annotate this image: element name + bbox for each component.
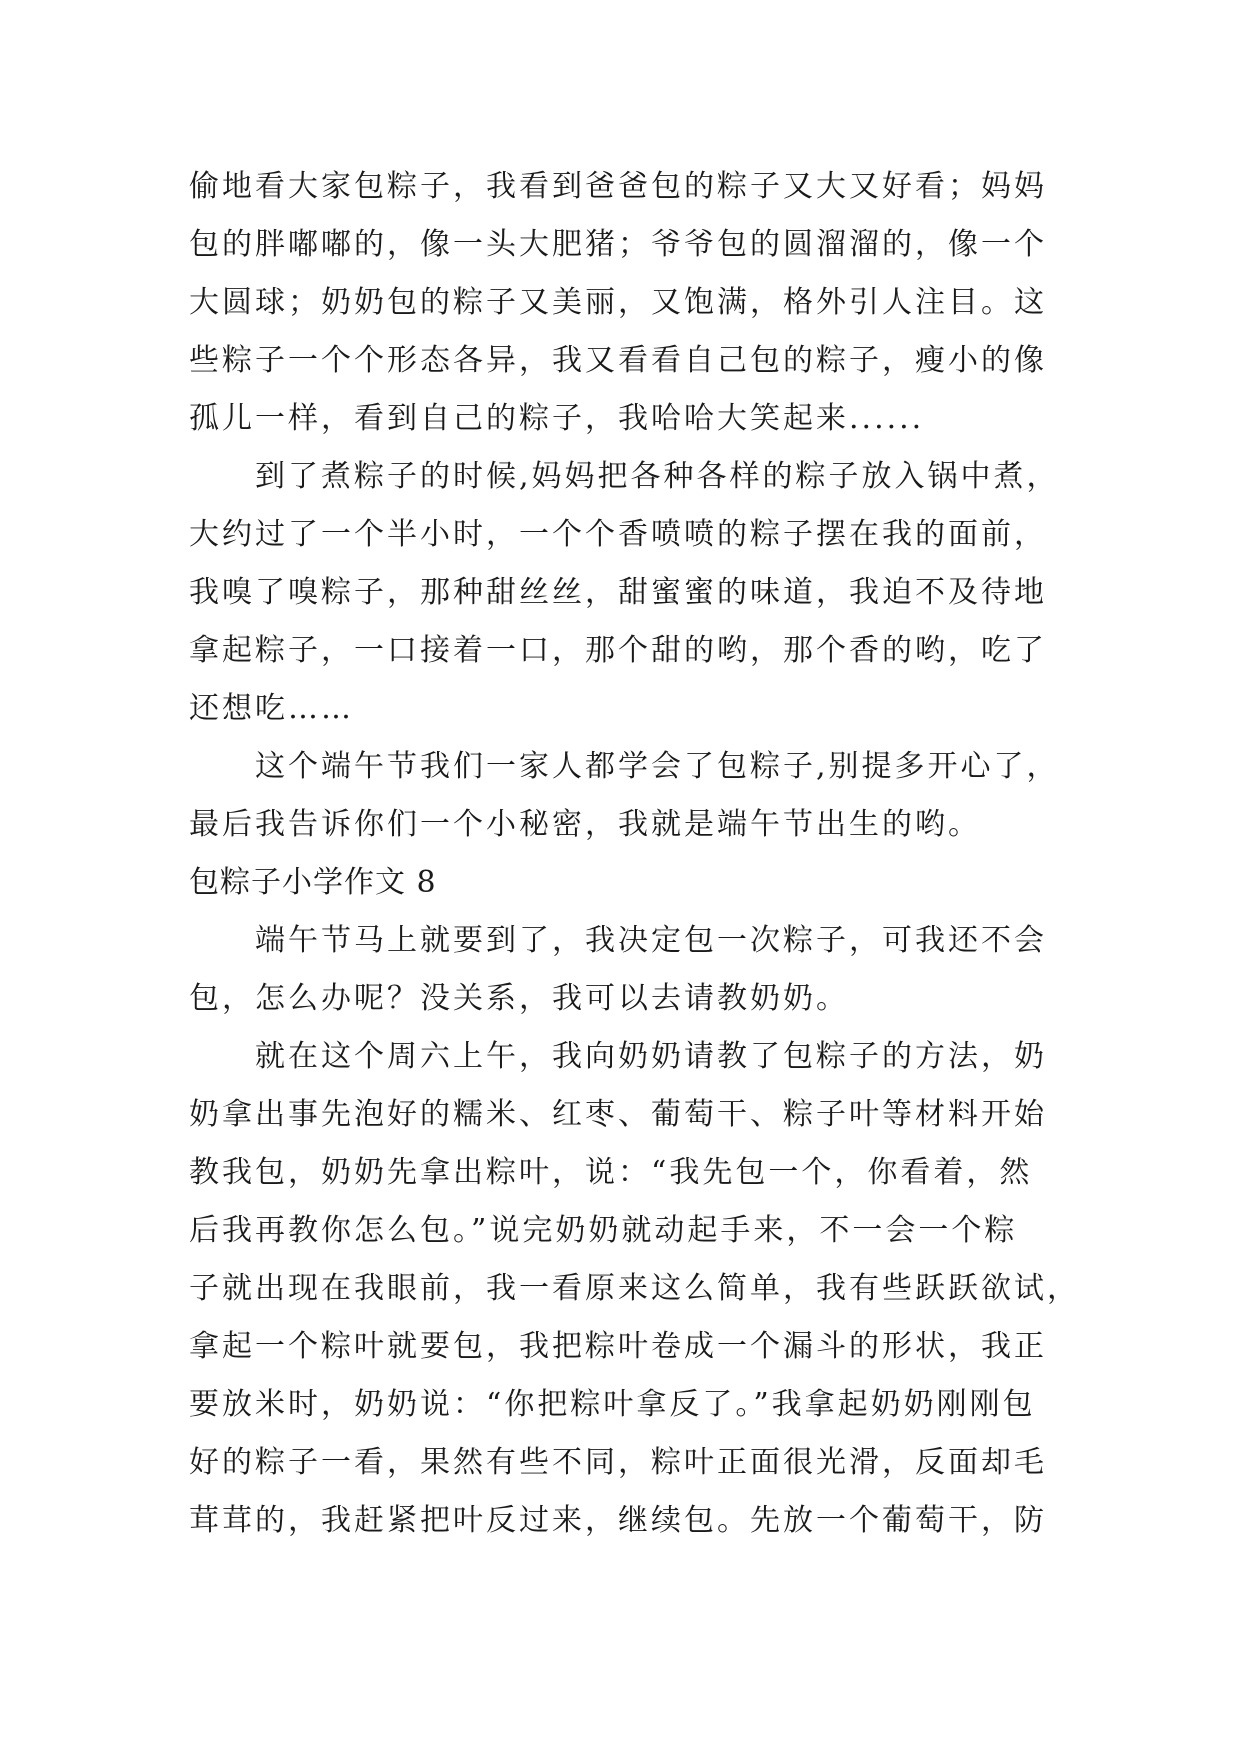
text-line: 这个端午节我们一家人都学会了包粽子,别提多开心了， — [255, 749, 1060, 784]
text-line: 些粽子一个个形态各异，我又看看自己包的粽子，瘦小的像 — [189, 343, 1047, 378]
text-line: 孤儿一样，看到自己的粽子，我哈哈大笑起来...... — [189, 401, 925, 436]
text-line: 大圆球；奶奶包的粽子又美丽，又饱满，格外引人注目。这 — [189, 285, 1047, 320]
text-line: 教我包，奶奶先拿出粽叶，说：“我先包一个，你看着，然 — [189, 1155, 1033, 1190]
text-line: 包的胖嘟嘟的，像一头大肥猪；爷爷包的圆溜溜的，像一个 — [189, 227, 1047, 262]
text-line: 到了煮粽子的时候,妈妈把各种各样的粽子放入锅中煮， — [255, 459, 1060, 494]
section-heading: 包粽子小学作文 8 — [189, 865, 437, 900]
text-line: 偷地看大家包粽子，我看到爸爸包的粽子又大又好看；妈妈 — [189, 169, 1047, 204]
text-line: 后我再教你怎么包。”说完奶奶就动起手来，不一会一个粽 — [189, 1213, 1018, 1248]
text-line: 要放米时，奶奶说：“你把粽叶拿反了。”我拿起奶奶刚刚包 — [189, 1387, 1036, 1422]
text-line: 茸茸的，我赶紧把叶反过来，继续包。先放一个葡萄干，防 — [189, 1503, 1047, 1538]
text-line: 大约过了一个半小时，一个个香喷喷的粽子摆在我的面前， — [189, 517, 1047, 552]
text-line: 包，怎么办呢？没关系，我可以去请教奶奶。 — [189, 981, 849, 1016]
text-line: 还想吃…… — [189, 691, 354, 726]
text-line: 奶拿出事先泡好的糯米、红枣、葡萄干、粽子叶等材料开始 — [189, 1097, 1047, 1132]
text-line: 就在这个周六上午，我向奶奶请教了包粽子的方法，奶 — [255, 1039, 1047, 1074]
text-line: 我嗅了嗅粽子，那种甜丝丝，甜蜜蜜的味道，我迫不及待地 — [189, 575, 1047, 610]
text-line: 拿起粽子，一口接着一口，那个甜的哟，那个香的哟，吃了 — [189, 633, 1047, 668]
text-line: 端午节马上就要到了，我决定包一次粽子，可我还不会 — [255, 923, 1047, 958]
text-line: 好的粽子一看，果然有些不同，粽叶正面很光滑，反面却毛 — [189, 1445, 1047, 1480]
document-body — [189, 158, 1080, 1550]
text-line: 子就出现在我眼前，我一看原来这么简单，我有些跃跃欲试， — [189, 1271, 1080, 1306]
text-line: 拿起一个粽叶就要包，我把粽叶卷成一个漏斗的形状，我正 — [189, 1329, 1047, 1364]
text-line: 最后我告诉你们一个小秘密，我就是端午节出生的哟。 — [189, 807, 981, 842]
